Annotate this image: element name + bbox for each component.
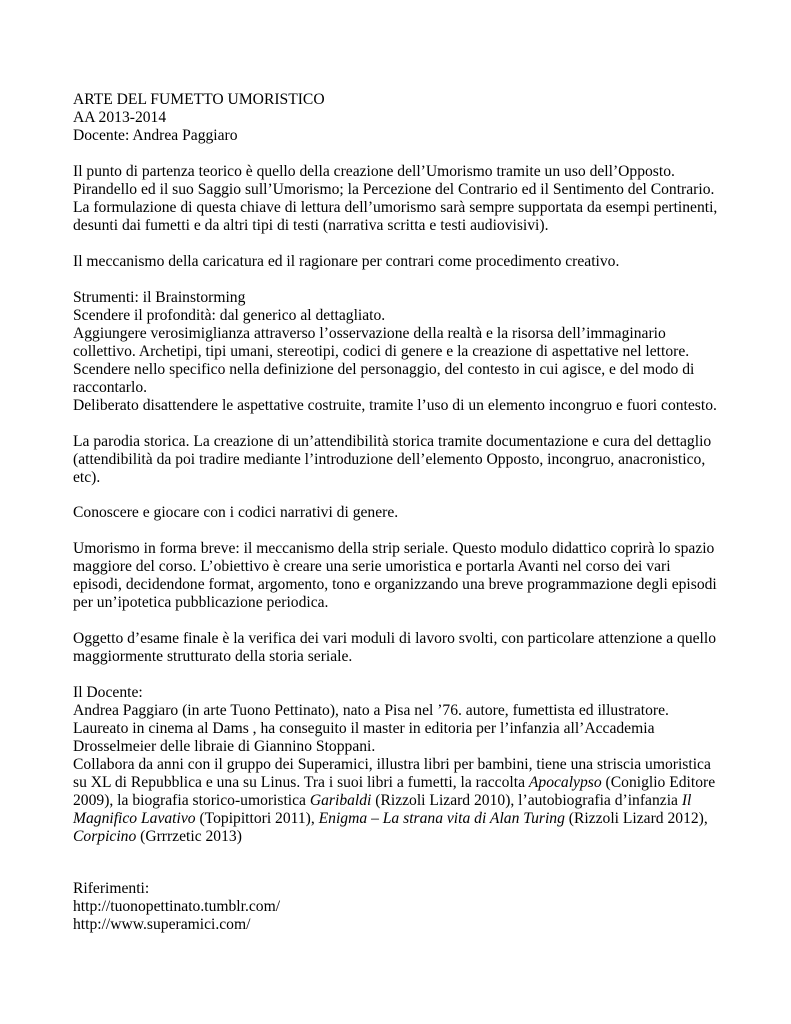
book-title: Magnifico Lavativo [73, 810, 196, 827]
paragraph-line: desunti dai fumetti e da altri tipi di testi (narrativa scritta e testi audiovisivi). [73, 217, 549, 234]
paragraph-line: La formulazione di questa chiave di lettura dell’umorismo sarà sempre supportata da esempi pertinenti, [73, 199, 718, 216]
reference-link[interactable]: http://www.superamici.com/ [73, 916, 251, 933]
paragraph-line: episodi, decidendone format, argomento, tono e organizzando una breve programmazione degli episodi [73, 576, 717, 593]
text-run: (Rizzoli Lizard 2010), l’autobiografia d’infanzia [371, 792, 682, 809]
text-run: (Grrrzetic 2013) [136, 828, 242, 845]
paragraph-line: (attendibilità da poi tradire mediante l’introduzione dell’elemento Opposto, incongruo, anacronistico, [73, 451, 706, 468]
paragraph-line: Il meccanismo della caricatura ed il ragionare per contrari come procedimento creativo. [73, 253, 620, 270]
paragraph-line [73, 774, 715, 792]
paragraph-line: collettivo. Archetipi, tipi umani, stereotipi, codici di genere e la creazione di aspettative nel lettore. [73, 343, 690, 360]
section-heading: Riferimenti: [73, 880, 150, 897]
paragraph-line [73, 792, 691, 810]
paragraph-line: etc). [73, 469, 101, 486]
academic-year: AA 2013-2014 [73, 109, 167, 126]
paragraph-line: Strumenti: il Brainstorming [73, 289, 246, 306]
text-run: su XL di Repubblica e una su Linus. Tra i suoi libri a fumetti, la raccolta [73, 774, 529, 791]
paragraph-line: La parodia storica. La creazione di un’attendibilità storica tramite documentazione e cura del dettaglio [73, 433, 712, 450]
book-title: Corpicino [73, 828, 137, 845]
section-heading: Il Docente: [73, 684, 143, 701]
paragraph-line: Scendere il profondità: dal generico al dettagliato. [73, 307, 386, 324]
book-title: Apocalypso [528, 774, 602, 791]
paragraph-line: Deliberato disattendere le aspettative costruite, tramite l’uso di un elemento incongruo e fuori contesto. [73, 397, 717, 414]
paragraph-line: Pirandello ed il suo Saggio sull’Umorismo; la Percezione del Contrario ed il Sentimento del Contrario. [73, 181, 715, 198]
text-run: (Topipittori 2011), [195, 810, 319, 827]
text-run: (Coniglio Editore [601, 774, 716, 791]
paragraph-line: Andrea Paggiaro (in arte Tuono Pettinato), nato a Pisa nel ’76. autore, fumettista ed illustratore. [73, 702, 669, 719]
paragraph-line: per un’ipotetica pubblicazione periodica. [73, 594, 329, 611]
paragraph-line: Oggetto d’esame finale è la verifica dei vari moduli di lavoro svolti, con particolare attenzione a quello [73, 630, 716, 647]
text-run: (Rizzoli Lizard 2012), [564, 810, 708, 827]
paragraph-line: Aggiungere verosimiglianza attraverso l’osservazione della realtà e la risorsa dell’immaginario [73, 325, 666, 342]
paragraph-line: Drosselmeier delle libraie di Giannino Stoppani. [73, 738, 376, 755]
paragraph-line: maggiormente strutturato della storia seriale. [73, 648, 353, 665]
teacher-name: Docente: Andrea Paggiaro [73, 127, 238, 144]
paragraph-line: maggiore del corso. L’obiettivo è creare una serie umoristica e portarla Avanti nel corso dei vari [73, 558, 671, 575]
reference-link[interactable]: http://tuonopettinato.tumblr.com/ [73, 898, 281, 915]
text-run: 2009), la biografia storico-umoristica [73, 792, 310, 809]
paragraph-line: Laureato in cinema al Dams , ha conseguito il master in editoria per l’infanzia all’Accademia [73, 720, 655, 737]
paragraph-line: Conoscere e giocare con i codici narrativi di genere. [73, 504, 399, 521]
course-title: ARTE DEL FUMETTO UMORISTICO [73, 91, 325, 108]
book-title: Garibaldi [309, 792, 372, 809]
paragraph-line: raccontarlo. [73, 379, 148, 396]
paragraph-line [73, 810, 708, 828]
paragraph-line: Umorismo in forma breve: il meccanismo della strip seriale. Questo modulo didattico coprirà lo spazio [73, 540, 715, 557]
paragraph-line [73, 828, 242, 846]
paragraph-line: Scendere nello specifico nella definizione del personaggio, del contesto in cui agisce, e del modo di [73, 361, 695, 378]
paragraph-line: Collabora da anni con il gruppo dei Superamici, illustra libri per bambini, tiene una striscia umoristica [73, 756, 711, 773]
book-title: Enigma – La strana vita di Alan Turing [318, 810, 565, 827]
book-title: Il [681, 792, 692, 809]
paragraph-line: Il punto di partenza teorico è quello della creazione dell’Umorismo tramite un uso dell’Opposto. [73, 163, 675, 180]
